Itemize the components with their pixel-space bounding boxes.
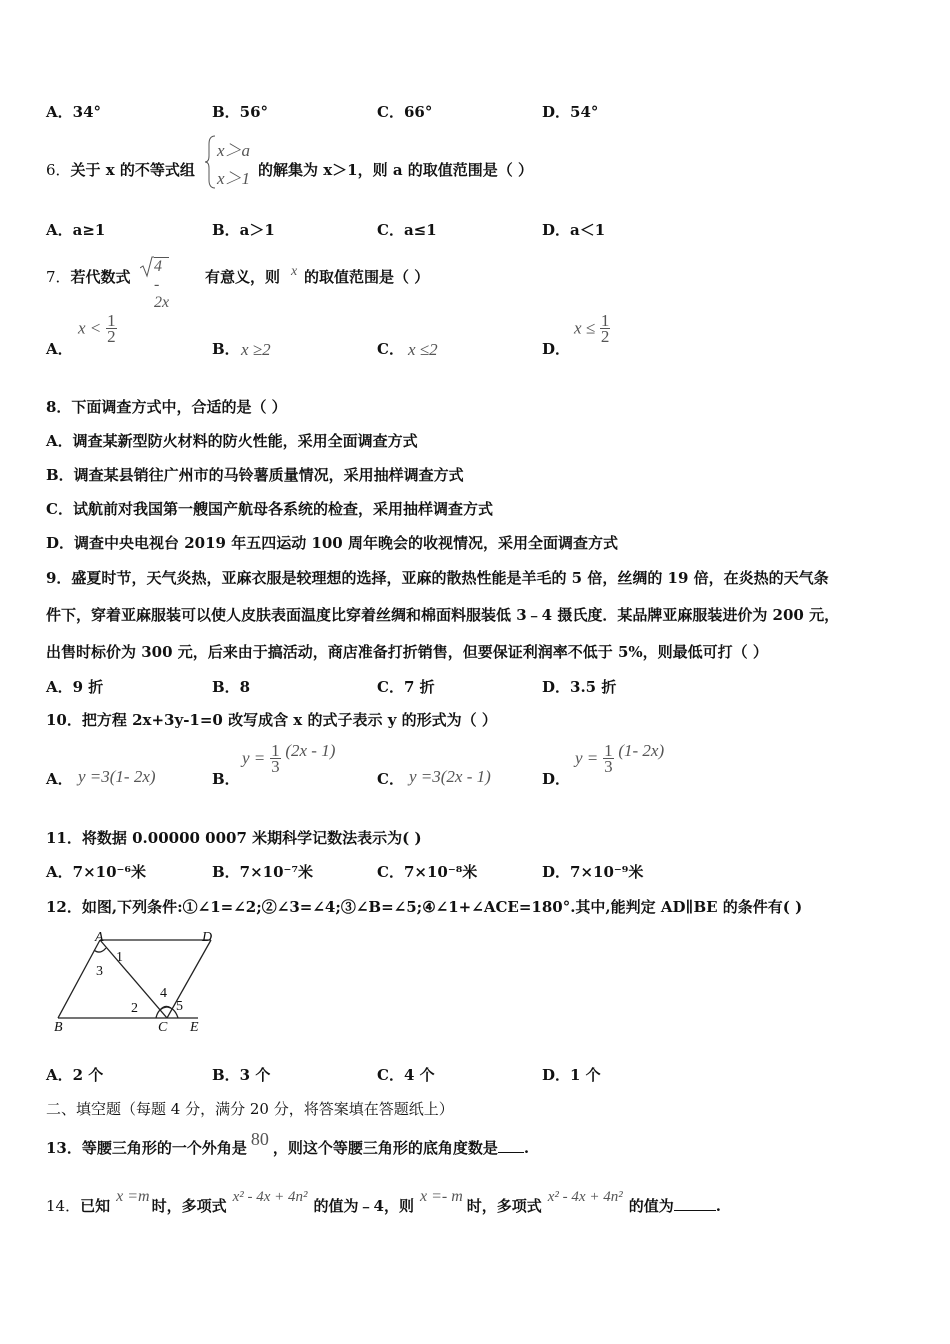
q8-option-c[interactable]: C．试航前对我国第一艘国产航母各系统的检查，采用抽样调查方式 bbox=[46, 500, 493, 518]
q5-option-d[interactable]: D．54° bbox=[542, 103, 599, 121]
brace-icon bbox=[205, 134, 217, 190]
label-B: B bbox=[54, 1020, 63, 1035]
label-D: D bbox=[202, 930, 213, 945]
q5-option-c[interactable]: C．66° bbox=[377, 103, 433, 121]
label-3: 3 bbox=[96, 964, 103, 979]
q9-option-b[interactable]: B．8 bbox=[212, 678, 251, 696]
q8-stem: 8．下面调查方式中，合适的是（ ） bbox=[46, 398, 287, 416]
label-E: E bbox=[190, 1020, 199, 1035]
q7-option-d-expr: x ≤ $\frac{1}{2}$ bbox=[574, 311, 610, 346]
q9-option-c[interactable]: C．7 折 bbox=[377, 678, 435, 696]
q7-stem-post: 的取值范围是（ ） bbox=[304, 268, 430, 286]
q13-stem: 13．等腰三角形的一个外角是 80 ，则这个等腰三角形的底角度数是 . bbox=[46, 1129, 530, 1157]
q10-option-c[interactable]: C． bbox=[377, 770, 404, 788]
q6-option-c[interactable]: C．a≤1 bbox=[377, 221, 437, 239]
q10-option-c-expr: y =3(2x - 1) bbox=[409, 767, 491, 786]
q7-stem-mid: 有意义，则 bbox=[205, 268, 281, 286]
q6-option-a[interactable]: A．a≥1 bbox=[46, 221, 106, 239]
label-2: 2 bbox=[131, 1001, 138, 1016]
q11-option-b[interactable]: B．7×10⁻⁷米 bbox=[212, 863, 314, 881]
q14-answer-blank[interactable] bbox=[674, 1196, 716, 1211]
q11-stem: 11．将数据 0.00000 0007 米期科学记数法表示为( ) bbox=[46, 829, 422, 847]
q10-stem: 10．把方程 2x+3y-1=0 改写成含 x 的式子表示 y 的形式为（ ） bbox=[46, 711, 497, 729]
sqrt-icon bbox=[140, 256, 154, 278]
q7-option-b-expr: x ≥2 bbox=[241, 340, 271, 359]
q11-option-d[interactable]: D．7×10⁻⁹米 bbox=[542, 863, 644, 881]
section-title: 二、填空题（每题 4 分，满分 20 分，将答案填在答题纸上） bbox=[46, 1100, 454, 1118]
q11-option-a[interactable]: A．7×10⁻⁶米 bbox=[46, 863, 147, 881]
q7-option-a[interactable]: A． bbox=[46, 340, 73, 358]
q6-option-b[interactable]: B．a＞1 bbox=[212, 221, 275, 239]
q10-option-a-expr: y =3(1- 2x) bbox=[78, 767, 156, 786]
q9-option-a[interactable]: A．9 折 bbox=[46, 678, 104, 696]
q7-option-b[interactable]: B． bbox=[212, 340, 240, 358]
q12-option-b[interactable]: B．3 个 bbox=[212, 1066, 271, 1084]
q5-option-b[interactable]: B．56° bbox=[212, 103, 269, 121]
q10-option-a[interactable]: A． bbox=[46, 770, 73, 788]
label-1: 1 bbox=[116, 950, 123, 965]
label-A: A bbox=[95, 930, 104, 945]
q14-stem: 14．已知x =m时，多项式 x² - 4x + 4n² 的值为﹣4，则x =- m时，多项式 x² - 4x + 4n² 的值为 . bbox=[46, 1188, 721, 1215]
q10-option-d-expr: y = $\frac{1}{3}$ (1- 2x) bbox=[575, 740, 665, 776]
q7-option-c-expr: x ≤2 bbox=[408, 340, 438, 359]
q8-option-b[interactable]: B．调查某县销往广州市的马铃薯质量情况，采用抽样调查方式 bbox=[46, 466, 464, 484]
q7-stem: 7．若代数式 bbox=[46, 268, 131, 286]
q7-option-d[interactable]: D． bbox=[542, 340, 571, 358]
q12-option-c[interactable]: C．4 个 bbox=[377, 1066, 435, 1084]
label-5: 5 bbox=[176, 999, 183, 1014]
q11-option-c[interactable]: C．7×10⁻⁸米 bbox=[377, 863, 478, 881]
q9-stem-line2: 件下，穿着亚麻服装可以使人皮肤表面温度比穿着丝绸和棉面料服装低 3﹣4 摄氏度．某品牌亚麻服装进价为 200 元， bbox=[46, 606, 840, 624]
q10-option-d[interactable]: D． bbox=[542, 770, 571, 788]
q10-option-b[interactable]: B． bbox=[212, 770, 240, 788]
q8-option-a[interactable]: A．调查某新型防火材料的防火性能，采用全面调查方式 bbox=[46, 432, 418, 450]
q12-option-d[interactable]: D．1 个 bbox=[542, 1066, 601, 1084]
label-C: C bbox=[158, 1020, 168, 1035]
q6-stem: 6．关于 x 的不等式组 bbox=[46, 161, 195, 179]
q9-option-d[interactable]: D．3.5 折 bbox=[542, 678, 617, 696]
q7-option-c[interactable]: C． bbox=[377, 340, 404, 358]
q9-stem-line3: 出售时标价为 300 元，后来由于搞活动，商店准备打折销售，但要保证利润率不低于 5%，则最低可打（ ） bbox=[46, 643, 768, 661]
q6-option-d[interactable]: D．a＜1 bbox=[542, 221, 606, 239]
q12-option-a[interactable]: A．2 个 bbox=[46, 1066, 104, 1084]
q6-stem-post: 的解集为 x＞1，则 a 的取值范围是（ ） bbox=[258, 161, 533, 179]
q10-option-b-expr: y = $\frac{1}{3}$ (2x - 1) bbox=[242, 740, 336, 776]
q7-option-a-expr: x < $\frac{1}{2}$ bbox=[78, 311, 116, 346]
q8-option-d[interactable]: D．调查中央电视台 2019 年五四运动 100 周年晚会的收视情况，采用全面调查方式 bbox=[46, 534, 618, 552]
q12-parallelogram-figure bbox=[48, 928, 228, 1036]
q12-stem: 12．如图,下列条件:①∠1=∠2;②∠3=∠4;③∠B=∠5;④∠1+∠ACE=180°.其中,能判定 AD∥BE 的条件有( ) bbox=[46, 898, 803, 916]
q9-stem-line1: 9．盛夏时节，天气炎热，亚麻衣服是较理想的选择，亚麻的散热性能是羊毛的 5 倍，丝绸的 19 倍，在炎热的天气条 bbox=[46, 569, 829, 587]
q5-option-a[interactable]: A．34° bbox=[46, 103, 102, 121]
q6-inequality-system: x＞a x＞1 bbox=[205, 134, 255, 190]
q7-var: x bbox=[291, 264, 298, 279]
q13-answer-blank[interactable] bbox=[498, 1138, 524, 1153]
label-4: 4 bbox=[160, 986, 167, 1001]
